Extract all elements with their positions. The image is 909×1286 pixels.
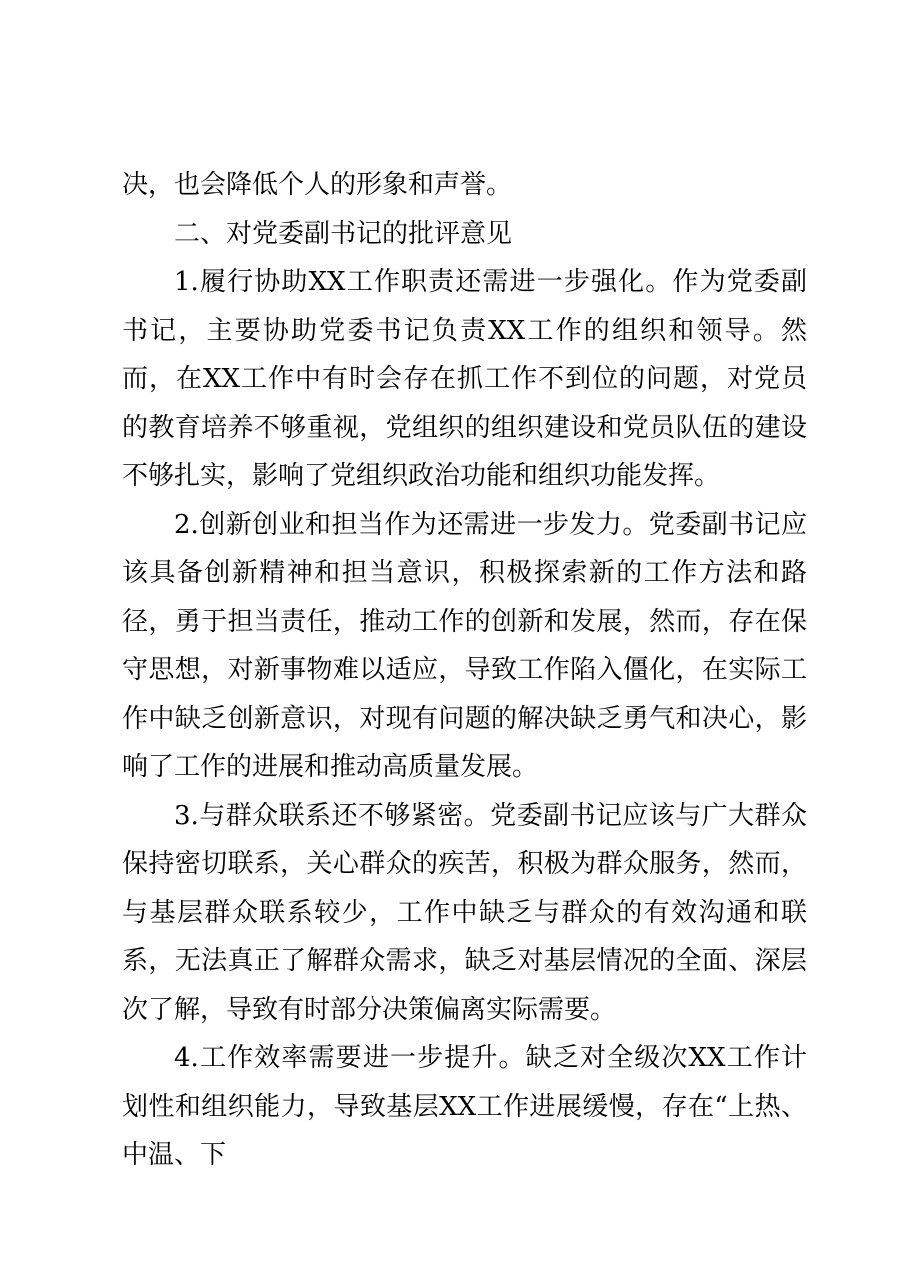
paragraph-4: 4.工作效率需要进一步提升。缺乏对全级次XX工作计划性和组织能力，导致基层XX工作进展缓慢，存在“上热、中温、下 (122, 1043, 807, 1170)
paragraph-1: 1.履行协助XX工作职责还需进一步强化。作为党委副书记，主要协助党委书记负责XX工作的组织和领导。然而，在XX工作中有时会存在抓工作不到位的问题，对党员的教育培养不够重视，党组织的组织建设和党员队伍的建设不够扎实，影响了党组织政治功能和组织功能发挥。 (122, 267, 807, 491)
paragraph-2: 2.创新创业和担当作为还需进一步发力。党委副书记应该具备创新精神和担当意识，积极探索新的工作方法和路径，勇于担当责任，推动工作的创新和发展，然而，存在保守思想，对新事物难以适应，导致工作陷入僵化，在实际工作中缺乏创新意识，对现有问题的解决缺乏勇气和决心，影响了工作的进展和推动高质量发展。 (122, 509, 807, 782)
document-body (122, 161, 807, 1180)
continued-paragraph: 决，也会降低个人的形象和声誉。 (122, 170, 513, 200)
paragraph-3: 3.与群众联系还不够紧密。党委副书记应该与广大群众保持密切联系，关心群众的疾苦，积极为群众服务，然而，与基层群众联系较少，工作中缺乏与群众的有效沟通和联系，无法真正了解群众需求，缺乏对基层情况的全面、深层次了解，导致有时部分决策偏离实际需要。 (122, 800, 807, 1025)
section-heading: 二、对党委副书记的批评意见 (174, 218, 513, 249)
